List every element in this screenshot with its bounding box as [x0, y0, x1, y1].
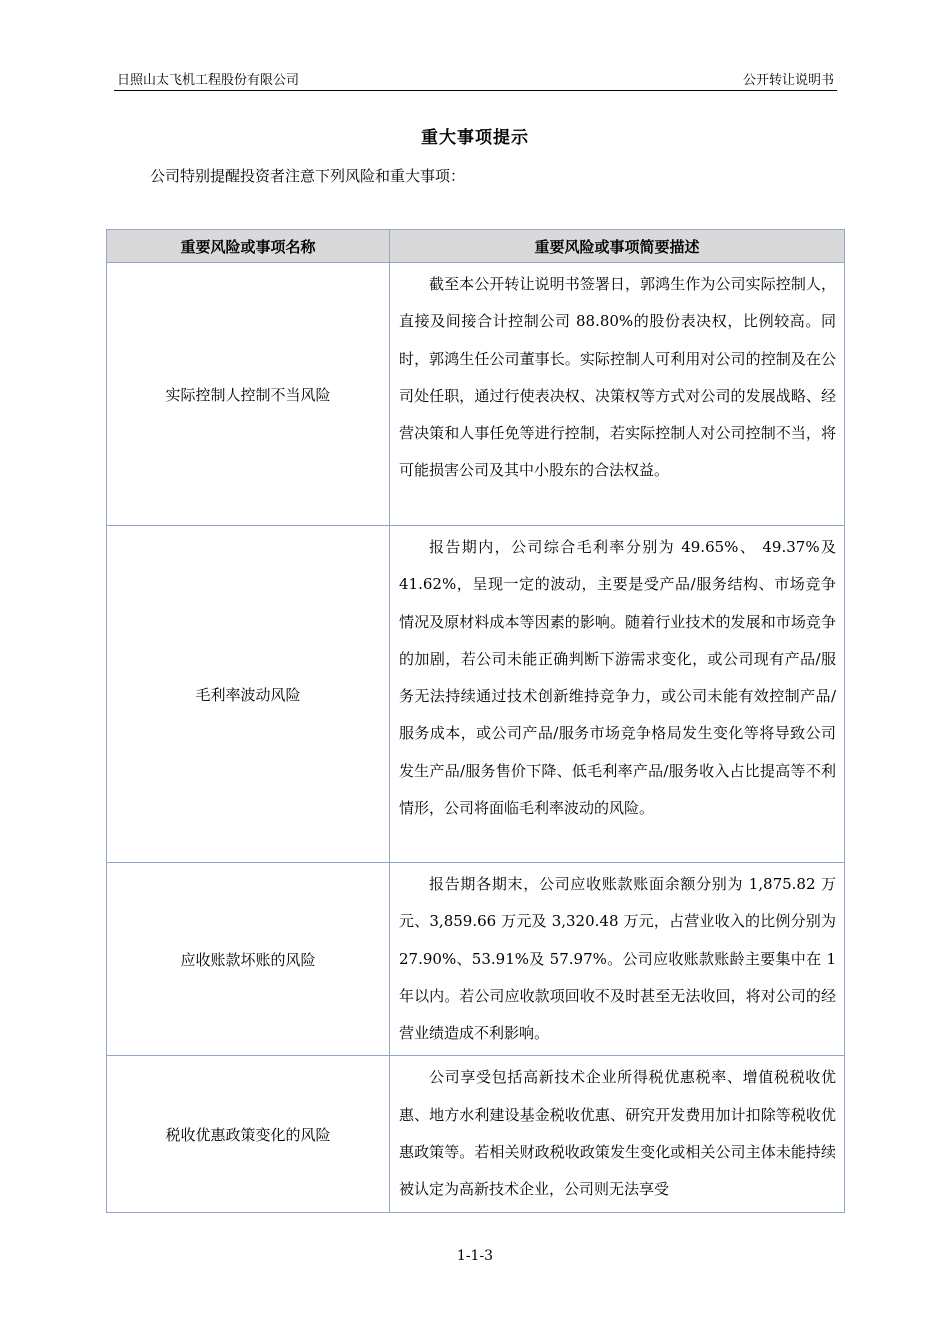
page-header	[114, 64, 837, 91]
table-row	[107, 263, 845, 526]
risk-name-cell: 税收优惠政策变化的风险	[107, 1056, 390, 1212]
table-row	[107, 863, 845, 1056]
column-header-name: 重要风险或事项名称	[107, 230, 390, 263]
risk-description-cell: 公司享受包括高新技术企业所得税优惠税率、增值税税收优惠、地方水利建设基金税收优惠、研究开发费用加计扣除等税收优惠政策等。若相关财政税收政策发生变化或相关公司主体未能持续被认定为高新技术企业，公司则无法享受	[390, 1056, 845, 1212]
table-row	[107, 526, 845, 863]
risk-table	[106, 229, 845, 1213]
page-number: 1-1-3	[456, 1248, 494, 1264]
header-document-type: 公开转让说明书	[742, 73, 834, 88]
risk-name-cell: 毛利率波动风险	[107, 526, 390, 863]
risk-name-cell: 应收账款坏账的风险	[107, 863, 390, 1056]
risk-name-cell: 实际控制人控制不当风险	[107, 263, 390, 526]
risk-description-cell: 报告期内，公司综合毛利率分别为 49.65%、 49.37%及 41.62%，呈现一定的波动，主要是受产品/服务结构、市场竞争情况及原材料成本等因素的影响。随着行业技术的发展和市场竞争的加剧，若公司未能正确判断下游需求变化，或公司现有产品/服务无法持续通过技术创新维持竞争力，或公司未能有效控制产品/服务成本，或公司产品/服务市场竞争格局发生变化等将导致公司发生产品/服务售价下降、低毛利率产品/服务收入占比提高等不利情形，公司将面临毛利率波动的风险。	[390, 526, 845, 863]
header-company-name: 日照山太飞机工程股份有限公司	[117, 73, 300, 88]
risk-description-cell: 截至本公开转让说明书签署日，郭鸿生作为公司实际控制人，直接及间接合计控制公司 88.80%的股份表决权，比例较高。同时，郭鸿生任公司董事长。实际控制人可利用对公司的控制及在公司处任职，通过行使表决权、决策权等方式对公司的发展战略、经营决策和人事任免等进行控制，若实际控制人对公司控制不当，将可能损害公司及其中小股东的合法权益。	[390, 263, 845, 526]
column-header-description: 重要风险或事项简要描述	[390, 230, 845, 263]
page-title: 重大事项提示	[421, 128, 529, 148]
table-row	[107, 1056, 845, 1212]
intro-paragraph: 公司特别提醒投资者注意下列风险和重大事项：	[150, 167, 466, 185]
table-header-row	[107, 230, 845, 263]
risk-description-cell: 报告期各期末，公司应收账款账面余额分别为 1,875.82 万元、3,859.66 万元及 3,320.48 万元，占营业收入的比例分别为 27.90%、53.91%及 57.97%。公司应收账款账龄主要集中在 1 年以内。若公司应收款项回收不及时甚至无法收回，将对公司的经营业绩造成不利影响。	[390, 863, 845, 1056]
